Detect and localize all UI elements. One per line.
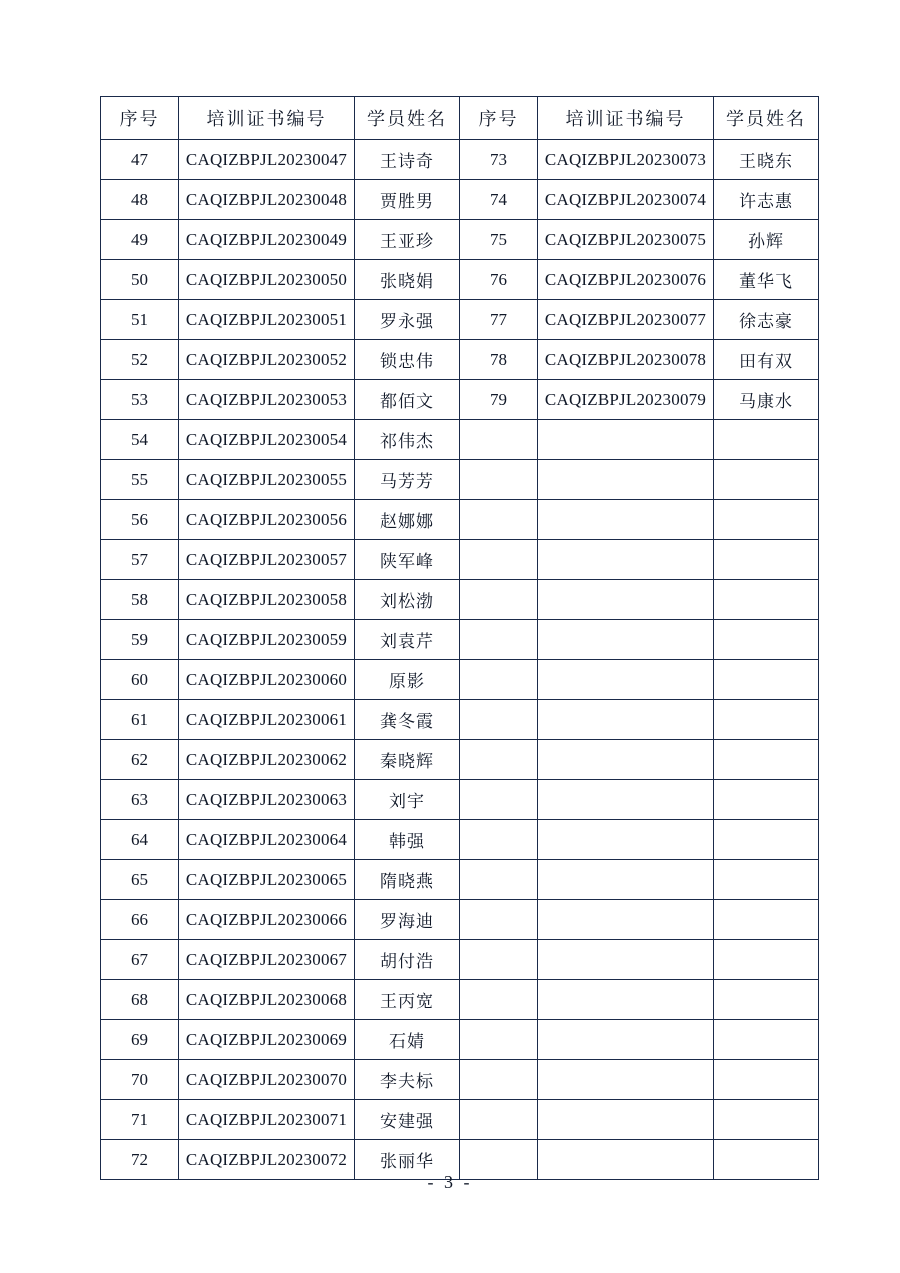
cell-name-right <box>714 740 819 780</box>
cell-name-right: 董华飞 <box>714 260 819 300</box>
column-header-certificate-right: 培训证书编号 <box>538 97 714 140</box>
cell-name-left: 胡付浩 <box>355 940 460 980</box>
cell-name-right <box>714 700 819 740</box>
cell-certificate-left: CAQIZBPJL20230056 <box>179 500 355 540</box>
cell-index-right: 74 <box>460 180 538 220</box>
roster-table <box>100 96 819 1180</box>
cell-certificate-left: CAQIZBPJL20230062 <box>179 740 355 780</box>
column-header-index-right: 序号 <box>460 97 538 140</box>
cell-index-right: 78 <box>460 340 538 380</box>
cell-certificate-left: CAQIZBPJL20230048 <box>179 180 355 220</box>
cell-certificate-right <box>538 1020 714 1060</box>
cell-certificate-left: CAQIZBPJL20230052 <box>179 340 355 380</box>
cell-certificate-right <box>538 860 714 900</box>
table-row <box>101 540 819 580</box>
cell-name-left: 锁忠伟 <box>355 340 460 380</box>
cell-index-left: 71 <box>101 1100 179 1140</box>
cell-index-left: 58 <box>101 580 179 620</box>
cell-index-left: 61 <box>101 700 179 740</box>
table-row <box>101 420 819 460</box>
table-row <box>101 860 819 900</box>
cell-name-left: 刘松渤 <box>355 580 460 620</box>
cell-name-left: 秦晓辉 <box>355 740 460 780</box>
table-row <box>101 980 819 1020</box>
cell-index-right: 73 <box>460 140 538 180</box>
cell-index-left: 53 <box>101 380 179 420</box>
cell-index-right: 75 <box>460 220 538 260</box>
cell-index-right: 79 <box>460 380 538 420</box>
cell-name-left: 罗永强 <box>355 300 460 340</box>
table-row <box>101 1020 819 1060</box>
cell-index-right <box>460 980 538 1020</box>
cell-index-right <box>460 540 538 580</box>
table-row <box>101 900 819 940</box>
cell-name-left: 祁伟杰 <box>355 420 460 460</box>
table-row <box>101 1100 819 1140</box>
table-row <box>101 620 819 660</box>
cell-name-right <box>714 500 819 540</box>
cell-index-left: 59 <box>101 620 179 660</box>
cell-index-left: 57 <box>101 540 179 580</box>
cell-index-right <box>460 900 538 940</box>
cell-index-left: 47 <box>101 140 179 180</box>
cell-index-right <box>460 1020 538 1060</box>
table-row <box>101 140 819 180</box>
cell-certificate-right: CAQIZBPJL20230078 <box>538 340 714 380</box>
cell-name-right: 田有双 <box>714 340 819 380</box>
cell-certificate-right <box>538 900 714 940</box>
cell-certificate-right <box>538 620 714 660</box>
cell-certificate-right <box>538 420 714 460</box>
cell-certificate-left: CAQIZBPJL20230067 <box>179 940 355 980</box>
cell-index-left: 66 <box>101 900 179 940</box>
table-row <box>101 660 819 700</box>
column-header-name-right: 学员姓名 <box>714 97 819 140</box>
cell-name-left: 石婧 <box>355 1020 460 1060</box>
cell-name-right <box>714 420 819 460</box>
cell-name-left: 王诗奇 <box>355 140 460 180</box>
cell-index-left: 60 <box>101 660 179 700</box>
cell-certificate-left: CAQIZBPJL20230069 <box>179 1020 355 1060</box>
cell-certificate-right <box>538 1060 714 1100</box>
cell-name-right: 马康水 <box>714 380 819 420</box>
cell-name-right: 徐志豪 <box>714 300 819 340</box>
cell-name-right <box>714 620 819 660</box>
cell-certificate-right <box>538 940 714 980</box>
page-number: - 3 - <box>427 1172 473 1192</box>
cell-name-left: 都佰文 <box>355 380 460 420</box>
cell-certificate-left: CAQIZBPJL20230064 <box>179 820 355 860</box>
cell-index-right <box>460 780 538 820</box>
table-row <box>101 740 819 780</box>
cell-name-right <box>714 1100 819 1140</box>
cell-name-right <box>714 580 819 620</box>
cell-certificate-right <box>538 580 714 620</box>
cell-name-left: 王丙宽 <box>355 980 460 1020</box>
cell-index-left: 63 <box>101 780 179 820</box>
cell-certificate-right: CAQIZBPJL20230075 <box>538 220 714 260</box>
cell-name-left: 王亚珍 <box>355 220 460 260</box>
cell-certificate-left: CAQIZBPJL20230059 <box>179 620 355 660</box>
cell-index-left: 65 <box>101 860 179 900</box>
cell-certificate-left: CAQIZBPJL20230061 <box>179 700 355 740</box>
cell-certificate-left: CAQIZBPJL20230071 <box>179 1100 355 1140</box>
cell-index-right <box>460 660 538 700</box>
table-row <box>101 1060 819 1100</box>
cell-certificate-left: CAQIZBPJL20230051 <box>179 300 355 340</box>
table-row <box>101 580 819 620</box>
table-row <box>101 220 819 260</box>
cell-certificate-right <box>538 1100 714 1140</box>
table-row <box>101 820 819 860</box>
column-header-certificate-left: 培训证书编号 <box>179 97 355 140</box>
cell-index-right <box>460 1060 538 1100</box>
cell-name-right <box>714 820 819 860</box>
table-row <box>101 940 819 980</box>
cell-certificate-left: CAQIZBPJL20230060 <box>179 660 355 700</box>
cell-certificate-right: CAQIZBPJL20230077 <box>538 300 714 340</box>
cell-name-left: 赵娜娜 <box>355 500 460 540</box>
cell-name-left: 马芳芳 <box>355 460 460 500</box>
cell-index-left: 48 <box>101 180 179 220</box>
table-row <box>101 300 819 340</box>
table-row <box>101 180 819 220</box>
cell-certificate-right <box>538 740 714 780</box>
table-row <box>101 340 819 380</box>
cell-certificate-left: CAQIZBPJL20230066 <box>179 900 355 940</box>
cell-name-left: 张晓娟 <box>355 260 460 300</box>
cell-name-right <box>714 980 819 1020</box>
cell-certificate-left: CAQIZBPJL20230058 <box>179 580 355 620</box>
cell-index-right <box>460 460 538 500</box>
cell-certificate-right <box>538 700 714 740</box>
table-header-row <box>101 97 819 140</box>
cell-name-right: 孙辉 <box>714 220 819 260</box>
cell-name-left: 隋晓燕 <box>355 860 460 900</box>
table-row <box>101 260 819 300</box>
cell-name-left: 贾胜男 <box>355 180 460 220</box>
cell-name-right <box>714 540 819 580</box>
table-row <box>101 780 819 820</box>
cell-index-left: 69 <box>101 1020 179 1060</box>
cell-certificate-right <box>538 660 714 700</box>
cell-index-right <box>460 740 538 780</box>
cell-index-left: 68 <box>101 980 179 1020</box>
table-row <box>101 500 819 540</box>
cell-certificate-left: CAQIZBPJL20230053 <box>179 380 355 420</box>
cell-name-left: 刘宇 <box>355 780 460 820</box>
cell-index-right <box>460 940 538 980</box>
cell-index-left: 72 <box>101 1140 179 1180</box>
cell-name-left: 刘袁芹 <box>355 620 460 660</box>
cell-name-left: 罗海迪 <box>355 900 460 940</box>
cell-certificate-right <box>538 460 714 500</box>
cell-index-left: 67 <box>101 940 179 980</box>
cell-name-right: 王晓东 <box>714 140 819 180</box>
cell-certificate-left: CAQIZBPJL20230047 <box>179 140 355 180</box>
cell-name-right <box>714 860 819 900</box>
cell-index-left: 51 <box>101 300 179 340</box>
cell-certificate-left: CAQIZBPJL20230068 <box>179 980 355 1020</box>
cell-index-right <box>460 820 538 860</box>
cell-name-right <box>714 940 819 980</box>
cell-name-right <box>714 900 819 940</box>
cell-index-right <box>460 500 538 540</box>
cell-index-right: 77 <box>460 300 538 340</box>
column-header-name-left: 学员姓名 <box>355 97 460 140</box>
cell-index-left: 50 <box>101 260 179 300</box>
cell-certificate-right <box>538 780 714 820</box>
cell-name-right <box>714 780 819 820</box>
cell-index-left: 49 <box>101 220 179 260</box>
cell-index-left: 54 <box>101 420 179 460</box>
column-header-index-left: 序号 <box>101 97 179 140</box>
cell-index-left: 52 <box>101 340 179 380</box>
cell-index-right: 76 <box>460 260 538 300</box>
cell-index-left: 56 <box>101 500 179 540</box>
cell-certificate-right: CAQIZBPJL20230076 <box>538 260 714 300</box>
cell-name-left: 原影 <box>355 660 460 700</box>
cell-certificate-left: CAQIZBPJL20230050 <box>179 260 355 300</box>
cell-index-right <box>460 700 538 740</box>
cell-index-right <box>460 620 538 660</box>
cell-name-right <box>714 1060 819 1100</box>
cell-name-right <box>714 660 819 700</box>
cell-name-left: 安建强 <box>355 1100 460 1140</box>
cell-index-right <box>460 1100 538 1140</box>
table-header <box>101 97 819 140</box>
cell-name-left: 陕军峰 <box>355 540 460 580</box>
cell-certificate-left: CAQIZBPJL20230057 <box>179 540 355 580</box>
cell-index-left: 55 <box>101 460 179 500</box>
cell-index-right <box>460 580 538 620</box>
cell-certificate-right <box>538 980 714 1020</box>
cell-certificate-right <box>538 540 714 580</box>
cell-certificate-left: CAQIZBPJL20230054 <box>179 420 355 460</box>
cell-certificate-right <box>538 500 714 540</box>
cell-index-right <box>460 420 538 460</box>
table-row <box>101 460 819 500</box>
cell-certificate-left: CAQIZBPJL20230072 <box>179 1140 355 1180</box>
cell-name-right: 许志惠 <box>714 180 819 220</box>
roster-table-container <box>100 96 818 1180</box>
cell-name-left: 龚冬霞 <box>355 700 460 740</box>
cell-name-right <box>714 460 819 500</box>
cell-certificate-right: CAQIZBPJL20230074 <box>538 180 714 220</box>
table-body <box>101 140 819 1180</box>
cell-name-right <box>714 1020 819 1060</box>
cell-certificate-left: CAQIZBPJL20230063 <box>179 780 355 820</box>
cell-name-left: 韩强 <box>355 820 460 860</box>
cell-certificate-left: CAQIZBPJL20230055 <box>179 460 355 500</box>
cell-name-left: 张丽华 <box>355 1140 460 1180</box>
cell-index-right <box>460 860 538 900</box>
cell-certificate-right: CAQIZBPJL20230073 <box>538 140 714 180</box>
cell-index-left: 64 <box>101 820 179 860</box>
cell-certificate-left: CAQIZBPJL20230070 <box>179 1060 355 1100</box>
table-row <box>101 700 819 740</box>
cell-certificate-right <box>538 820 714 860</box>
cell-index-left: 70 <box>101 1060 179 1100</box>
cell-name-left: 李夫标 <box>355 1060 460 1100</box>
table-row <box>101 380 819 420</box>
cell-certificate-left: CAQIZBPJL20230065 <box>179 860 355 900</box>
cell-certificate-right: CAQIZBPJL20230079 <box>538 380 714 420</box>
cell-index-left: 62 <box>101 740 179 780</box>
cell-certificate-left: CAQIZBPJL20230049 <box>179 220 355 260</box>
